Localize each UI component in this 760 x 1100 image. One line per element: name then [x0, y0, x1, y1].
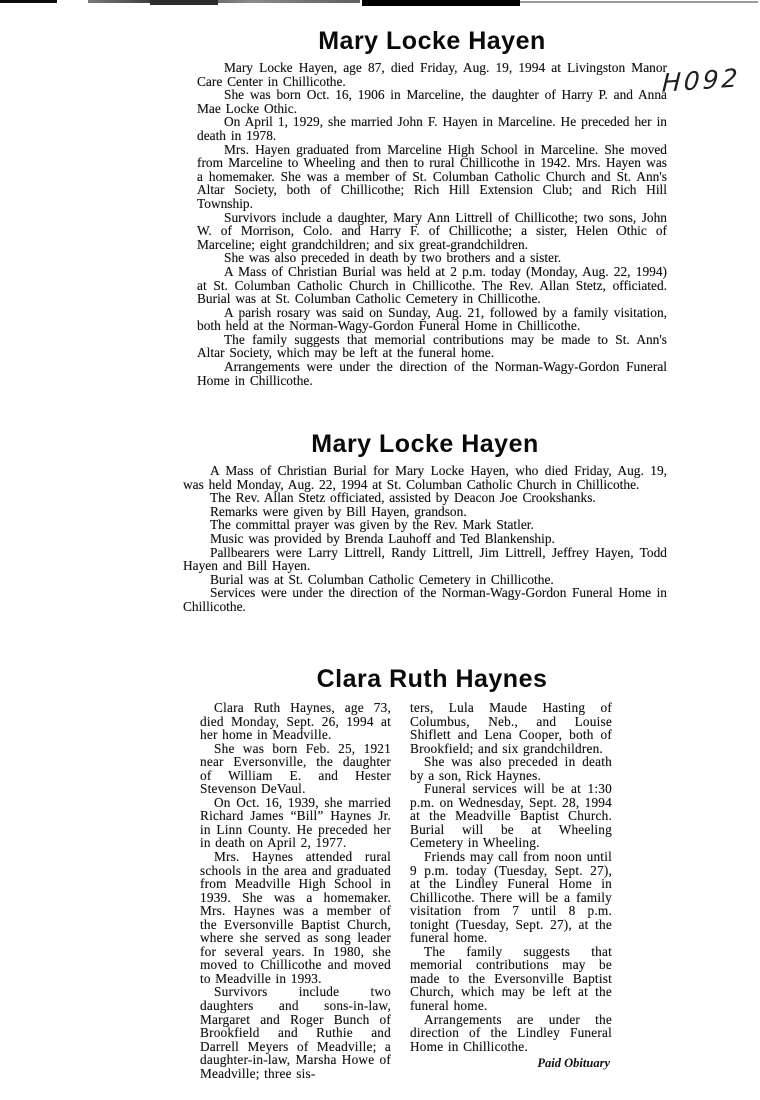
- obituary-paragraph: She was also preceded in death by two brothers and a sister.: [224, 250, 562, 266]
- obituary-mary-locke-hayen-funeral-report: [183, 431, 667, 614]
- handwritten-code: H092: [661, 63, 742, 98]
- obituary-mary-locke-hayen: [197, 28, 667, 387]
- obituary-paragraph: She was also preceded in death by a son, Rick Haynes.: [410, 754, 612, 783]
- obituary-paragraph: ters, Lula Maude Hasting of Columbus, Neb., and Louise Shiflett and Lena Cooper, both of Brookfield; and six grandchildren.: [410, 700, 612, 756]
- obituary-paragraph: Pallbearers were Larry Littrell, Randy Littrell, Jim Littrell, Jeffrey Hayen, Todd Hayen and Bill Hayen.: [183, 544, 667, 574]
- obituary-paragraph: Services were under the direction of the Norman-Wagy-Gordon Funeral Home in Chillicothe.: [183, 585, 667, 614]
- obituary-paragraph: She was born Feb. 25, 1921 near Eversonville, the daughter of William E. and Hester Stevenson DeVaul.: [200, 740, 391, 797]
- obituary-paragraph: The family suggests that memorial contributions may be made to St. Ann's Altar Society, which may be left at the funeral home.: [197, 331, 667, 361]
- obituary-title: Clara Ruth Haynes: [316, 665, 548, 693]
- obituary-paragraph: On April 1, 1929, she married John F. Hayen in Marceline. He preceded her in death in 1978.: [197, 114, 667, 143]
- obituary-paragraph: She was born Oct. 16, 1906 in Marceline, the daughter of Harry P. and Anna Mae Locke Othic.: [197, 87, 667, 116]
- obituary-paragraph: On Oct. 16, 1939, she married Richard James “Bill” Haynes Jr. in Linn County. He preceded her in death on April 2, 1977.: [200, 794, 391, 851]
- scan-edge-artifact: [88, 0, 360, 3]
- scan-edge-artifact: [362, 0, 520, 6]
- obituary-paragraph: The family suggests that memorial contributions may be made to the Eversonville Baptist Church, which may be left at the funeral home.: [410, 943, 612, 1014]
- obituary-paragraph: Friends may call from noon until 9 p.m. today (Tuesday, Sept. 27), at the Lindley Funeral Home in Chillicothe. There will be a family visitation from 7 until 8 p.m. tonight (Tuesday, Sept. 27), at the funeral home.: [410, 849, 612, 946]
- obituary-paragraph: Funeral services will be at 1:30 p.m. on Wednesday, Sept. 28, 1994 at the Meadville Baptist Church. Burial will be at Wheeling Cemetery in Wheeling.: [410, 781, 612, 851]
- obituary-column-left: [200, 701, 391, 1080]
- obituary-paragraph: A Mass of Christian Burial for Mary Locke Hayen, who died Friday, Aug. 19, was held Monday, Aug. 22, 1994 at St. Columban Catholic Church in Chillicothe.: [183, 463, 667, 492]
- obituary-paragraph: Music was provided by Brenda Lauhoff and Ted Blankenship.: [210, 530, 555, 546]
- obituary-paragraph: The committal prayer was given by the Rev. Mark Statler.: [210, 517, 534, 533]
- obituary-paragraph: Remarks were given by Bill Hayen, grandson.: [210, 503, 467, 519]
- obituary-paragraph: Mrs. Haynes attended rural schools in the area and graduated from Meadville High School in 1939. She was a homemaker. Mrs. Haynes was a member of the Eversonville Baptist Church, where she served as song leader for several years. In 1980, she moved to Chillicothe and moved to Meadville in 1993.: [200, 849, 391, 986]
- obituary-title: Mary Locke Hayen: [311, 430, 539, 458]
- obituary-columns: [200, 701, 612, 1080]
- obituary-paragraph: Clara Ruth Haynes, age 73, died Monday, Sept. 26, 1994 at her home in Meadville.: [200, 700, 391, 743]
- paid-obituary-label: Paid Obituary: [537, 1056, 610, 1071]
- scan-edge-artifact: [150, 0, 218, 5]
- scan-edge-artifact: [520, 1, 758, 3]
- obituary-clara-ruth-haynes: [200, 666, 612, 1080]
- scan-edge-artifact: [0, 0, 57, 3]
- obituary-paragraph: Survivors include a daughter, Mary Ann Littrell of Chillicothe; two sons, John W. of Morrison, Colo. and Harry F. of Chillicothe; a sister, Helen Othic of Marceline; eight grandchildren; and six great-grandchildren.: [197, 209, 667, 252]
- obituary-column-right: [410, 701, 612, 1080]
- obituary-paragraph: The Rev. Allan Stetz officiated, assisted by Deacon Joe Crookshanks.: [210, 490, 596, 506]
- obituary-paragraph: A parish rosary was said on Sunday, Aug. 21, followed by a family visitation, both held at the Norman-Wagy-Gordon Funeral Home in Chillicothe.: [197, 304, 667, 334]
- obituary-title: Mary Locke Hayen: [318, 27, 546, 55]
- obituary-paragraph: Mary Locke Hayen, age 87, died Friday, Aug. 19, 1994 at Livingston Manor Care Center in Chillicothe.: [197, 60, 667, 89]
- obituary-paragraph: A Mass of Christian Burial was held at 2 p.m. today (Monday, Aug. 22, 1994) at St. Columban Catholic Church in Chillicothe. The Rev. Allan Stetz, officiated. Burial was at St. Columban Catholic Cemetery in Chillicothe.: [197, 263, 667, 307]
- obituary-paragraph: Arrangements are under the direction of the Lindley Funeral Home in Chillicothe.: [410, 1011, 612, 1054]
- obituary-paragraph: Survivors include two daughters and sons-in-law, Margaret and Roger Bunch of Brookfield and Ruthie and Darrell Meyers of Meadville; a daughter-in-law, Marsha Howe of Meadville; three sis-: [200, 984, 391, 1081]
- obituary-paragraph: Burial was at St. Columban Catholic Cemetery in Chillicothe.: [210, 571, 554, 587]
- obituary-paragraph: Arrangements were under the direction of the Norman-Wagy-Gordon Funeral Home in Chillicothe.: [197, 359, 667, 388]
- obituary-paragraph: Mrs. Hayen graduated from Marceline High School in Marceline. She moved from Marceline to Wheeling and then to rural Chillicothe in 1942. Mrs. Hayen was a homemaker. She was a member of St. Columban Catholic Church and St. Ann's Altar Society, both of Chillicothe; Rich Hill Extension Club; and Rich Hill Township.: [197, 141, 667, 211]
